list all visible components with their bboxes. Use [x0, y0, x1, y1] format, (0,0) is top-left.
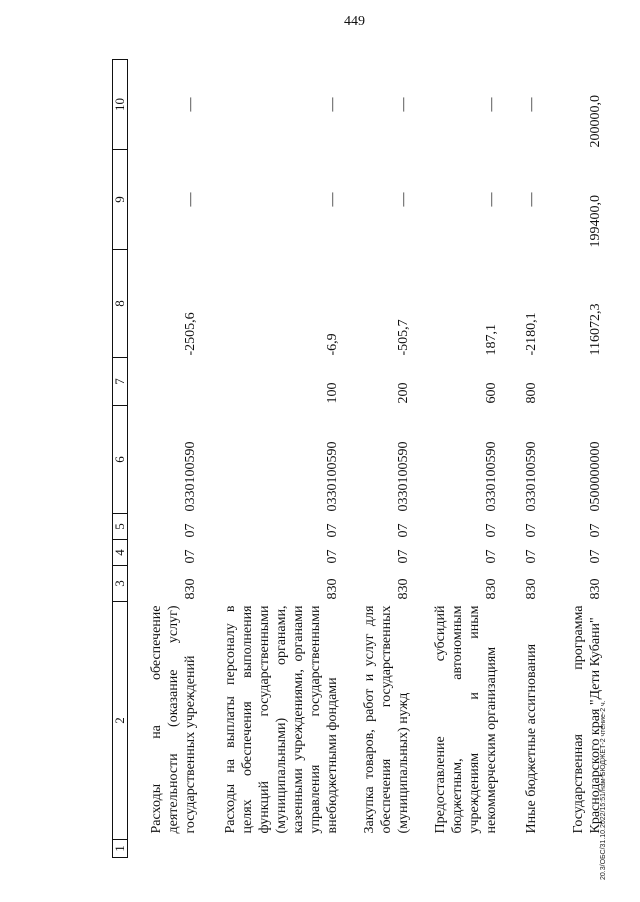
header-cell: 9 [113, 150, 128, 250]
cell-c10: — [324, 97, 340, 112]
table-row [500, 60, 540, 858]
header-cell: 7 [113, 358, 128, 406]
table-row [341, 60, 412, 858]
cell-c7 [128, 358, 199, 406]
row-name: Государственная программа Краснодарского края "Дети Кубани" [570, 605, 603, 834]
cell-c9: — [395, 192, 411, 207]
cell-c6: 0330100590 [523, 441, 539, 512]
header-cell: 5 [113, 514, 128, 540]
header-cell: 8 [113, 250, 128, 358]
row-name: Закупка товаров, работ и услуг для обеспечения государственных (муниципальных) нужд [361, 605, 411, 834]
cell-c6: 0330100590 [182, 441, 198, 512]
cell-c4: 07 [182, 549, 198, 564]
cell-c8: 187,1 [483, 324, 499, 356]
header-row [113, 60, 128, 858]
header-cell: 4 [113, 540, 128, 566]
table-row [199, 60, 341, 858]
cell-c4: 07 [523, 549, 539, 564]
budget-table-rotated [112, 60, 603, 858]
cell-c7: 200 [395, 382, 411, 404]
header-cell: 10 [113, 60, 128, 150]
header-cell: 2 [113, 602, 128, 840]
cell-c8: -2180,1 [523, 312, 539, 356]
cell-c8: -6,9 [324, 333, 340, 356]
cell-c3: 830 [395, 578, 411, 600]
cell-c7 [540, 358, 604, 406]
table-row [128, 60, 199, 858]
row-name: Иные бюджетные ассигнования [523, 643, 539, 834]
cell-c4: 07 [483, 549, 499, 564]
cell-c7: 100 [324, 382, 340, 404]
cell-c3: 830 [324, 578, 340, 600]
cell-c5: 07 [395, 523, 411, 538]
page-number: 449 [344, 14, 365, 29]
cell-c5: 07 [523, 523, 539, 538]
cell-c7: 600 [483, 382, 499, 404]
cell-c9: 199400,0 [587, 195, 603, 248]
budget-table [112, 59, 604, 858]
row-name: Предоставление субсидий бюджетным, автономным учреждениям и иным некоммерческим организациям [432, 605, 499, 834]
cell-c10: — [182, 97, 198, 112]
cell-c7: 800 [523, 382, 539, 404]
cell-c4: 07 [395, 549, 411, 564]
cell-c6: 0330100590 [324, 441, 340, 512]
cell-c3: 830 [587, 578, 603, 600]
cell-c5: 07 [483, 523, 499, 538]
cell-c9: — [182, 192, 198, 207]
header-cell: 1 [113, 840, 128, 858]
footer-stamp: 20.3/ОБС/31.10.2022/15:51/нам-БЮДЖЕТ-2 чтение-2 ч. [600, 700, 607, 880]
cell-c8: 116072,3 [587, 303, 603, 356]
cell-c9: — [324, 192, 340, 207]
cell-c5: 07 [587, 523, 603, 538]
cell-c10: — [483, 97, 499, 112]
cell-c3: 830 [182, 578, 198, 600]
cell-c9: — [483, 192, 499, 207]
table-row [540, 60, 604, 858]
cell-c10: 200000,0 [587, 95, 603, 148]
cell-c6: 0330100590 [395, 441, 411, 512]
row-name: Расходы на выплаты персоналу в целях обеспечения выполнения функций государственными (муниципальными) органами, казенными учреждениями, органами управления государственными внебюджетными фондами [222, 605, 340, 834]
table-row [412, 60, 500, 858]
cell-c9: — [523, 192, 539, 207]
cell-c8: -2505,6 [182, 312, 198, 356]
cell-c4: 07 [587, 549, 603, 564]
cell-c5: 07 [324, 523, 340, 538]
cell-c5: 07 [182, 523, 198, 538]
header-cell: 6 [113, 406, 128, 514]
cell-c6: 0330100590 [483, 441, 499, 512]
cell-c10: — [395, 97, 411, 112]
cell-c3: 830 [523, 578, 539, 600]
cell-c8: -505,7 [395, 319, 411, 356]
cell-c4: 07 [324, 549, 340, 564]
header-cell: 3 [113, 566, 128, 602]
cell-c10: — [523, 97, 539, 112]
row-name: Расходы на обеспечение деятельности (оказание услуг) государственных учреждений [148, 605, 198, 834]
cell-c3: 830 [483, 578, 499, 600]
cell-c6: 0500000000 [587, 441, 603, 512]
